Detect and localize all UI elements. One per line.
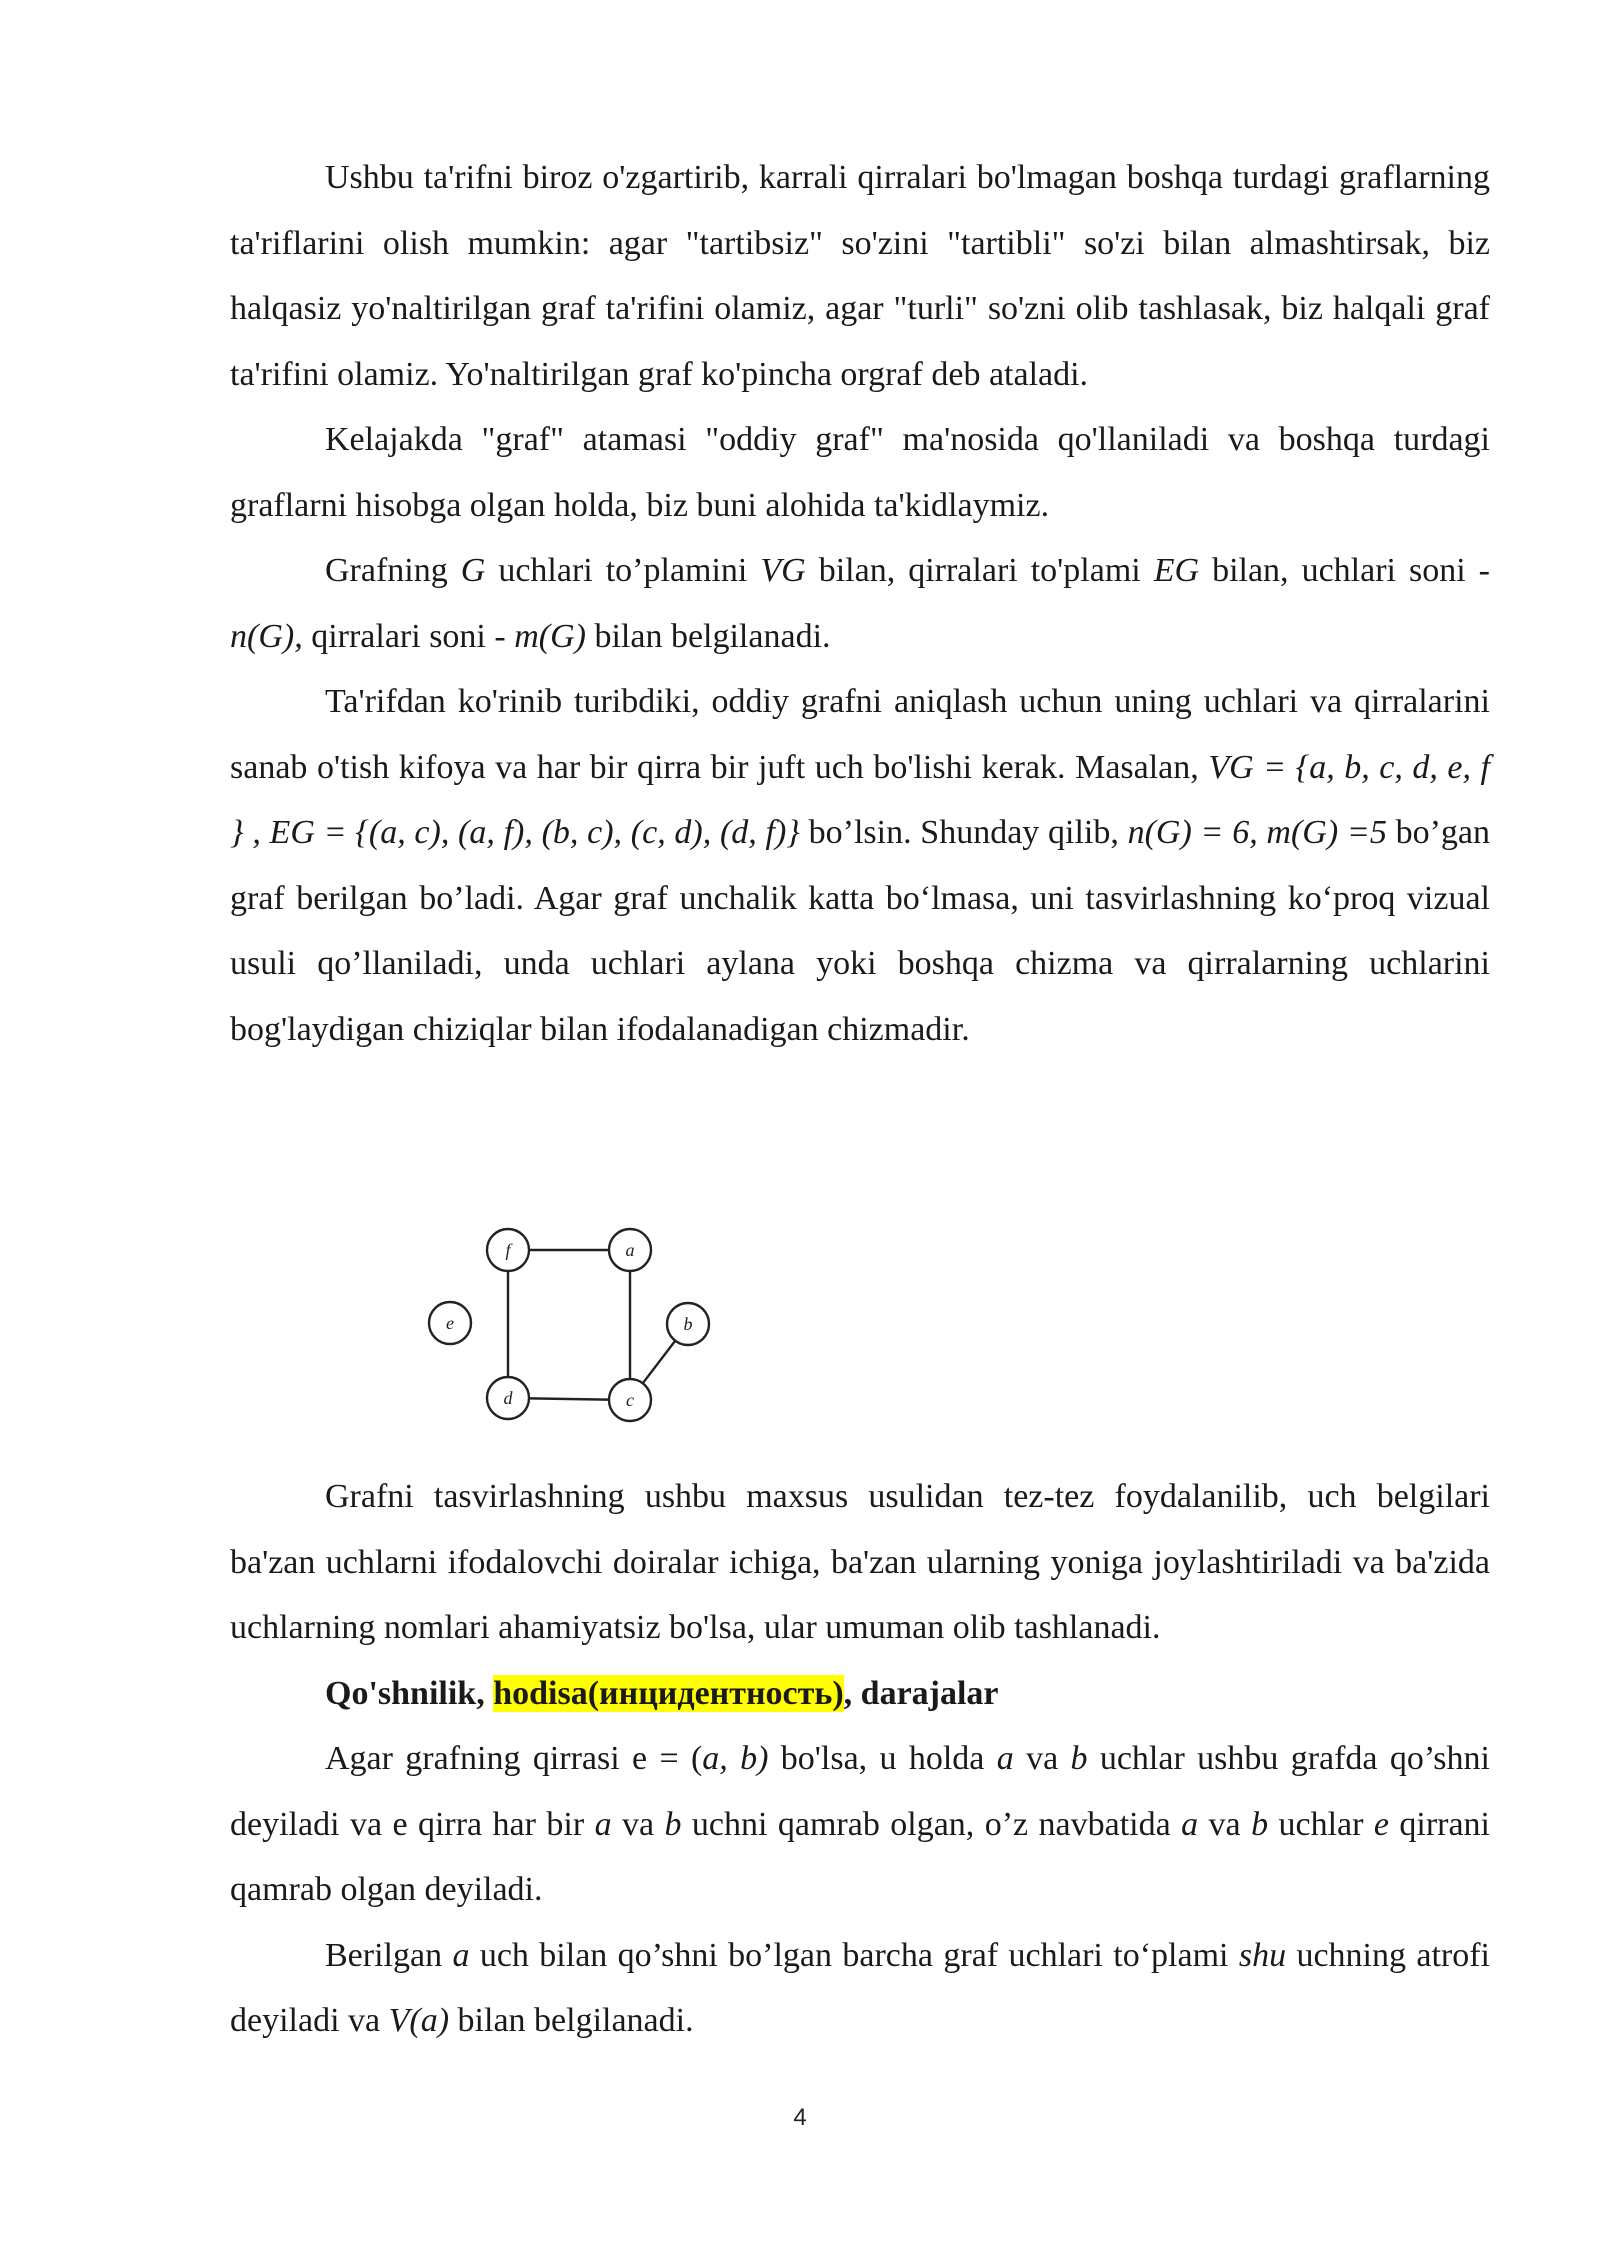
highlighted-term: hodisa(инцидентность) <box>493 1674 844 1712</box>
body-text-bottom <box>230 1464 1490 2054</box>
paragraph-simple-graph: Kelajakda "graf" atamasi "oddiy graf" ma'nosida qo'llaniladi va boshqa turdagi graflarni hisobga olgan holda, biz buni alohida ta'kidlaymiz. <box>230 421 1490 524</box>
paragraph-example: Ta'rifdan ko'rinib turibdiki, oddiy grafni aniqlash uchun uning uchlari va qirralarini sanab o'tish kifoya va har bir qirra bir juft uch bo'lishi kerak. Masalan, VG = {a, b, c, d, e, f } , EG = {(a, c), (a, f), (b, c), (c, d), (d, f)} bo’lsin. Shunday qilib, n(G) = 6, m(G) =5 bo’gan graf berilgan bo’ladi. Agar graf unchalik katta bo‘lmasa, uni tasvirlashning ko‘proq vizual usuli qo’llaniladi, unda uchlari aylana yoki boshqa chizma va qirralarning uchlarini bog'laydigan chiziqlar bilan ifodalanadigan chizmadir. <box>230 683 1490 1048</box>
graph-diagram <box>420 1220 740 1440</box>
node-label-b: b <box>683 1314 693 1334</box>
node-label-e: e <box>446 1313 454 1333</box>
paragraph-adjacency: Agar grafning qirrasi e = (a, b) bo'lsa, u holda a va b uchlar ushbu grafda qo’shni deyiladi va e qirra har bir a va b uchni qamrab olgan, o’z navbatida a va b uchlar e qirrani qamrab olgan deyiladi. <box>230 1740 1490 1908</box>
body-text-top <box>230 145 1490 1062</box>
node-label-a: a <box>625 1240 635 1260</box>
page-number: 4 <box>793 2104 807 2131</box>
paragraph-drawing-method: Grafni tasvirlashning ushbu maxsus usulidan tez-tez foydalanilib, uch belgilari ba'zan uchlarni ifodalovchi doiralar ichiga, ba'zan ularning yoniga joylashtiriladi va ba'zida uchlarning nomlari ahamiyatsiz bo'lsa, ular umuman olib tashlanadi. <box>230 1478 1490 1646</box>
paragraph-graph-definitions: Ushbu ta'rifni biroz o'zgartirib, karrali qirralari bo'lmagan boshqa turdagi graflarning ta'riflarini olish mumkin: agar "tartibsiz" so'zini "tartibli" so'zi bilan almashtirsak, biz halqasiz yo'naltirilgan graf ta'rifini olamiz, agar "turli" so'zni olib tashlasak, biz halqali graf ta'rifini olamiz. Yo'naltirilgan graf ko'pincha orgraf deb ataladi. <box>230 159 1490 393</box>
graph-figure <box>420 1220 740 1440</box>
section-heading: Qo'shnilik, hodisa(инцидентность), darajalar <box>325 1674 999 1712</box>
node-label-f: f <box>505 1240 511 1260</box>
node-label-c: c <box>626 1390 634 1410</box>
paragraph-notation: Grafning G uchlari to’plamini VG bilan, qirralari to'plami EG bilan, uchlari soni - n(G), qirralari soni - m(G) bilan belgilanadi. <box>230 552 1490 655</box>
paragraph-neighborhood: Berilgan a uch bilan qo’shni bo’lgan barcha graf uchlari to‘plami shu uchning atrofi deyiladi va V(a) bilan belgilanadi. <box>230 1936 1490 2039</box>
node-label-d: d <box>503 1388 513 1408</box>
